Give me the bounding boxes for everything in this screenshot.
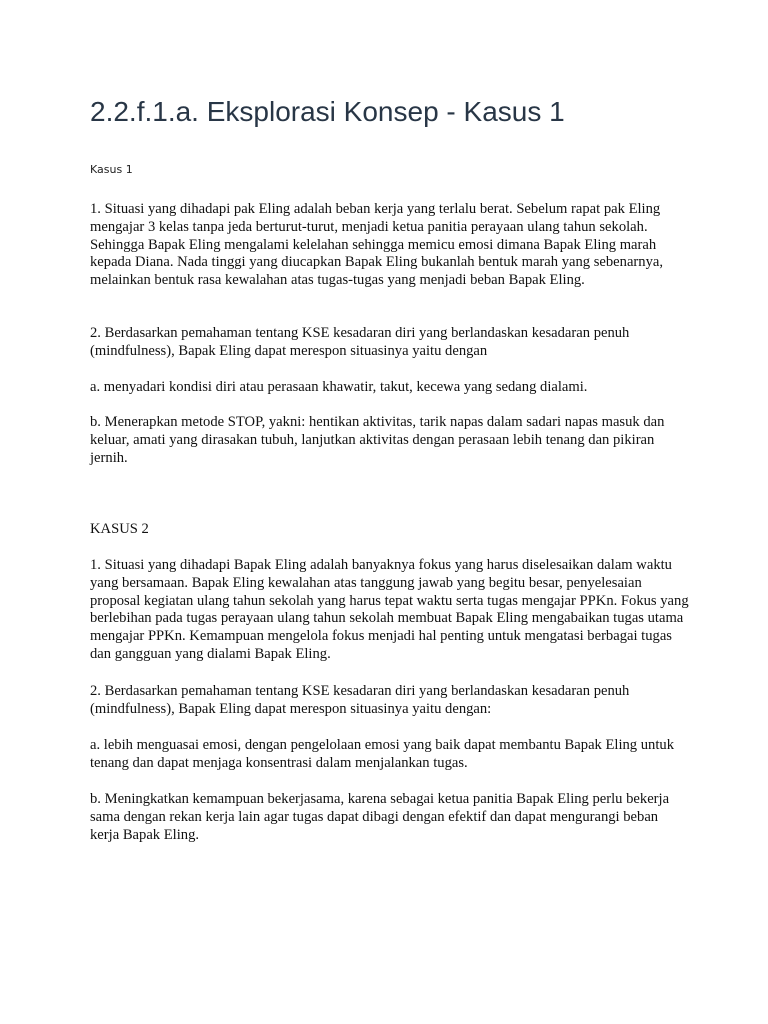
case1-paragraph-2: 2. Berdasarkan pemahaman tentang KSE kesadaran diri yang berlandaskan kesadaran penuh (mindfulness), Bapak Eling dapat merespon situasinya yaitu dengan (90, 325, 630, 359)
case1-point-a: a. menyadari kondisi diri atau perasaan khawatir, takut, kecewa yang sedang dialami. (90, 379, 588, 395)
case2-paragraph-1: 1. Situasi yang dihadapi Bapak Eling adalah banyaknya fokus yang harus diselesaikan dalam waktu yang bersamaan. Bapak Eling kewalahan atas tanggung jawab yang begitu besar, penyelesaian proposal kegiatan ulang tahun sekolah yang harus tepat waktu serta tugas mengajar PPKn. Fokus yang berlebihan pada tugas perayaan ulang tahun sekolah membuat Bapak Eling mengabaikan tugas utama mengajar PPKn. Kemampuan mengelola fokus menjadi hal penting untuk mengatasi berbagai tugas dan gangguan yang dialami Bapak Eling. (90, 557, 689, 662)
case2-heading: KASUS 2 (90, 521, 149, 537)
document-title: 2.2.f.1.a. Eksplorasi Konsep - Kasus 1 (90, 96, 565, 127)
case2-paragraph-2: 2. Berdasarkan pemahaman tentang KSE kesadaran diri yang berlandaskan kesadaran penuh (mindfulness), Bapak Eling dapat merespon situasinya yaitu dengan: (90, 683, 630, 717)
case1-paragraph-1: 1. Situasi yang dihadapi pak Eling adalah beban kerja yang terlalu berat. Sebelum rapat pak Eling mengajar 3 kelas tanpa jeda berturut-turut, menjadi ketua panitia perayaan ulang tahun sekolah. Sehingga Bapak Eling mengalami kelelahan sehingga memicu emosi dimana Bapak Eling marah kepada Diana. Nada tinggi yang diucapkan Bapak Eling bukanlah bentuk marah yang sebenarnya, melainkan bentuk rasa kewalahan atas tugas-tugas yang menjadi beban Bapak Eling. (90, 201, 664, 289)
case2-point-a: a. lebih menguasai emosi, dengan pengelolaan emosi yang baik dapat membantu Bapak Eling untuk tenang dan dapat menjaga konsentrasi dalam menjalankan tugas. (90, 737, 674, 771)
case2-point-b: b. Meningkatkan kemampuan bekerjasama, karena sebagai ketua panitia Bapak Eling perlu bekerja sama dengan rekan kerja lain agar tugas dapat dibagi dengan efektif dan dapat mengurangi beban kerja Bapak Eling. (90, 791, 670, 843)
case1-heading: Kasus 1 (90, 163, 133, 176)
case1-point-b: b. Menerapkan metode STOP, yakni: hentikan aktivitas, tarik napas dalam sadari napas masuk dan keluar, amati yang dirasakan tubuh, lanjutkan aktivitas dengan perasaan lebih tenang dan pikiran jernih. (90, 414, 665, 466)
